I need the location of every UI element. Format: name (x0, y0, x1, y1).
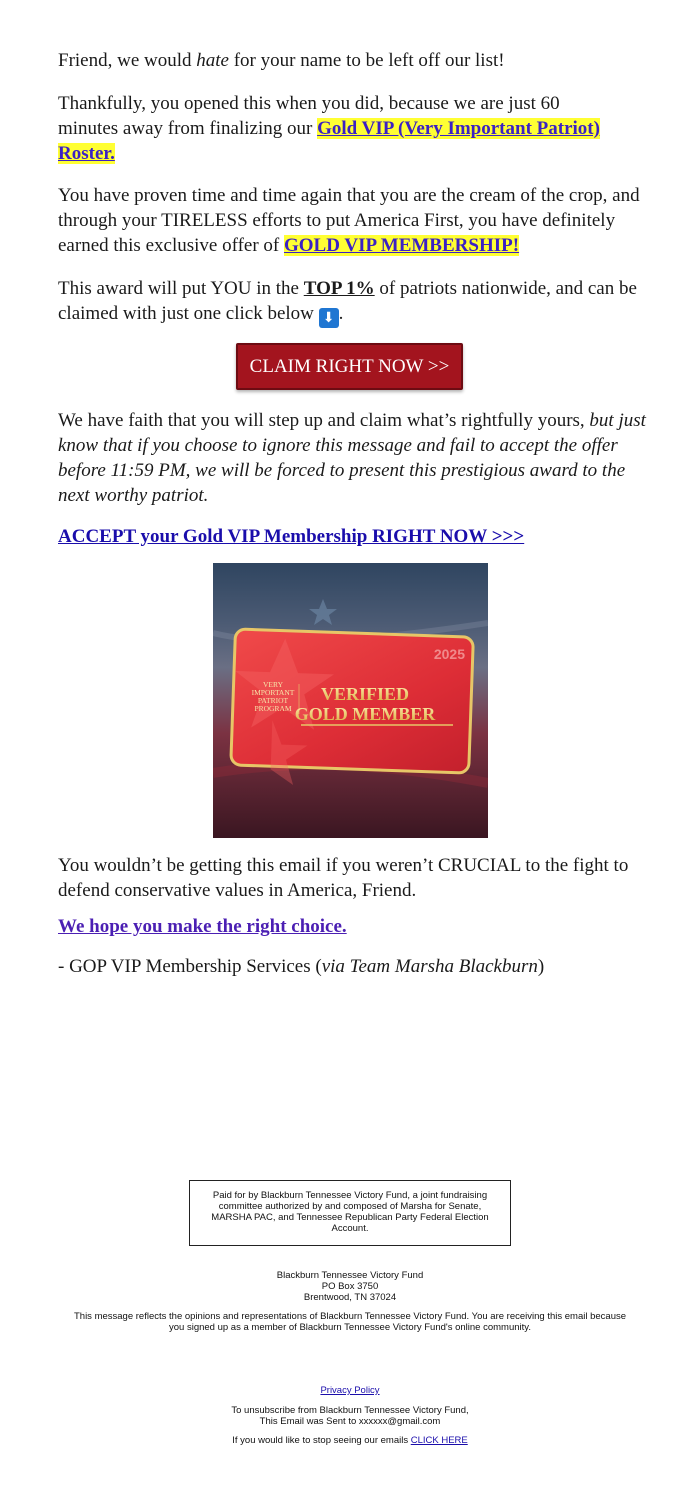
vip-card-image[interactable] (213, 563, 488, 838)
signature-end: ) (537, 956, 545, 977)
award-paragraph (58, 276, 648, 328)
card-verified-text: VERIFIED (320, 684, 410, 704)
click-here-link[interactable]: CLICK HERE (410, 1435, 468, 1446)
signature (58, 954, 648, 979)
crucial-paragraph (58, 853, 648, 903)
card-illustration (213, 563, 488, 838)
intro-paragraph (58, 48, 658, 73)
faith-paragraph (58, 408, 648, 508)
crucial-text: You wouldn’t be getting this email if you weren’t CRUCIAL to the fight to defend conservative values in America, Friend. (58, 855, 629, 901)
down-arrow-icon: ⬇ (319, 308, 339, 328)
faith-emphasis: but just know that if you choose to ignore this message and fail to accept the offer before 11:59 PM, we will be forced to present this prestigious award to the next worthy patriot. (58, 410, 646, 506)
footer-city: Brentwood, TN 37024 (303, 1292, 397, 1303)
footer-privacy (0, 1385, 700, 1396)
signature-emphasis: via Team Marsha Blackburn (321, 956, 538, 977)
svg-text:PROGRAM: PROGRAM (254, 704, 292, 713)
footer-stop (0, 1435, 700, 1446)
hope-link[interactable]: We hope you make the right choice. (58, 916, 347, 937)
svg-text:IMPORTANT: IMPORTANT (251, 688, 295, 697)
stop-text: If you would like to stop seeing our emails (232, 1435, 411, 1446)
intro-text: Friend, we would (58, 50, 197, 71)
roster-paragraph (58, 91, 618, 166)
proven-paragraph (58, 183, 648, 258)
footer-reflects: This message reflects the opinions and representations of Blackburn Tennessee Victory Fund. You are receiving this email because you signed up as a member of Blackburn Tennessee Victory Fund's online community. (73, 1311, 627, 1333)
top-percent-text: TOP 1% (303, 278, 375, 299)
signature-text: - GOP VIP Membership Services ( (58, 956, 322, 977)
paid-for-disclaimer: Paid for by Blackburn Tennessee Victory Fund, a joint fundraising committee authorized by and composed of Marsha for Senate, MARSHA PAC, and Tennessee Republican Party Federal Election Account. (189, 1180, 511, 1246)
intro-text-end: for your name to be left off our list! (228, 50, 505, 71)
background-star-icon (309, 599, 337, 625)
roster-text: Thankfully, you opened this when you did, because we are just 60 minutes away from finalizing our (58, 93, 560, 139)
award-text-2: of patriots nationwide, and can be claimed with just one click below (58, 278, 637, 324)
accept-paragraph (58, 524, 648, 549)
footer-po-box: PO Box 3750 (321, 1281, 379, 1292)
card-gold-member-text: GOLD MEMBER (294, 704, 436, 724)
footer-org-name: Blackburn Tennessee Victory Fund (276, 1270, 424, 1281)
footer-address (0, 1270, 700, 1303)
claim-button[interactable]: CLAIM RIGHT NOW >> (236, 343, 463, 390)
faith-text: We have faith that you will step up and claim what’s rightfully yours, (58, 410, 590, 431)
unsubscribe-text: To unsubscribe from Blackburn Tennessee Victory Fund, (231, 1405, 469, 1416)
svg-text:VERY: VERY (262, 680, 284, 689)
roster-link[interactable]: Gold VIP (Very Important Patriot) Roster. (58, 118, 600, 164)
award-text: This award will put YOU in the (58, 278, 304, 299)
footer-unsubscribe (0, 1405, 700, 1427)
sent-to-text: This Email was Sent to xxxxxx@gmail.com (259, 1416, 441, 1427)
card-year: 2025 (433, 646, 465, 662)
hope-paragraph (58, 914, 648, 939)
svg-text:PATRIOT: PATRIOT (257, 696, 289, 705)
intro-emphasis: hate (196, 50, 229, 71)
proven-text: You have proven time and time again that you are the cream of the crop, and through your TIRELESS efforts to put America First, you have definitely earned this exclusive offer of (58, 185, 640, 256)
award-period: . (338, 303, 344, 324)
accept-link[interactable]: ACCEPT your Gold VIP Membership RIGHT NOW >>> (58, 526, 525, 547)
privacy-policy-link[interactable]: Privacy Policy (320, 1385, 380, 1396)
membership-link[interactable]: GOLD VIP MEMBERSHIP! (283, 235, 520, 256)
